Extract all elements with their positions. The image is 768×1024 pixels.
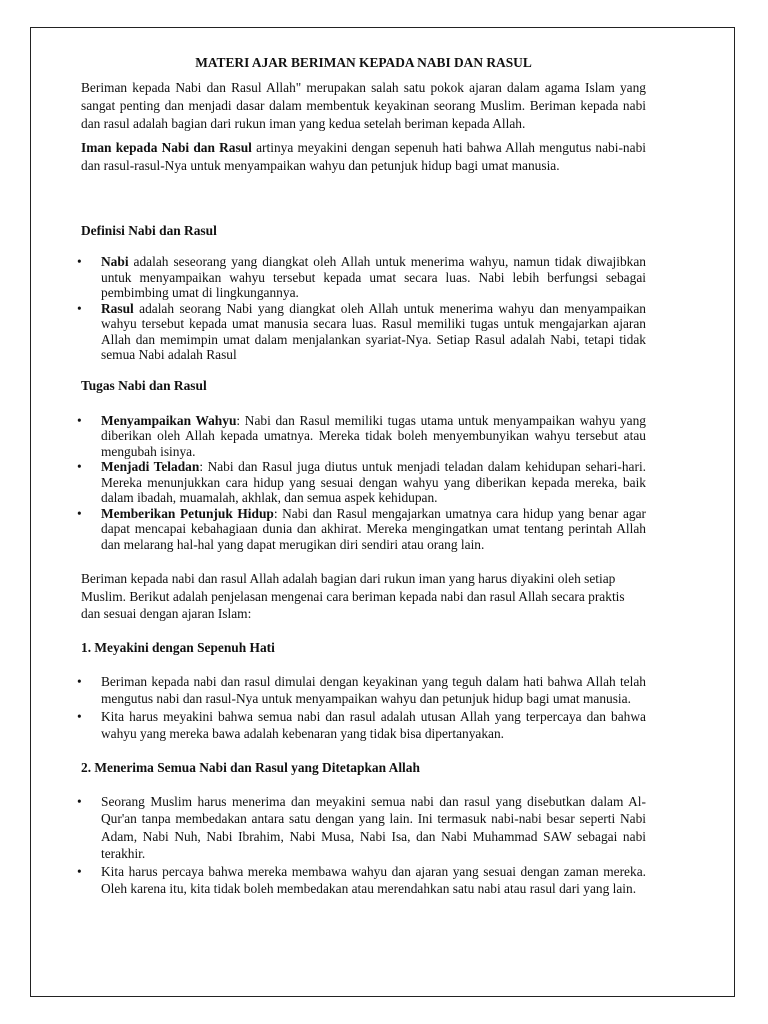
list-item-text: : Nabi dan Rasul juga diutus untuk menjadi teladan dalam kehidupan sehari-hari. Mereka menunjukkan cara hidup yang sesuai dengan wahyu yang diberikan kepada mereka, baik dalam ibadah, muamalah, akhlak, dan semua aspek kehidupan. — [101, 459, 647, 505]
list-item: • Beriman kepada nabi dan rasul dimulai dengan keyakinan yang teguh dalam hati bahwa Allah telah mengutus nabi dan rasul-Nya untuk menyampaikan wahyu dan petunjuk hidup bagi umat manusia. — [81, 673, 646, 708]
section-heading-tugas: Tugas Nabi dan Rasul — [81, 377, 207, 393]
iman-definition-paragraph — [81, 139, 646, 175]
section-heading-meyakini: 1. Meyakini dengan Sepenuh Hati — [81, 639, 275, 655]
list-item — [81, 254, 646, 301]
list-item-text: adalah seseorang yang diangkat oleh Allah untuk menerima wahyu, namun tidak diwajibkan untuk menyampaikan wahyu tersebut kepada umat secara luas. Nabi lebih berfungsi sebagai pembimbing umat di lingkungannya. — [101, 254, 646, 300]
list-item: • Kita harus meyakini bahwa semua nabi dan rasul adalah utusan Allah yang terpercaya dan bahwa wahyu yang mereka bawa adalah kebenaran yang tidak bisa dipertanyakan. — [81, 708, 646, 743]
section-heading-definisi: Definisi Nabi dan Rasul — [81, 223, 217, 238]
list-item — [81, 413, 646, 460]
menerima-list — [81, 793, 646, 898]
document-body — [81, 54, 646, 898]
list-item-term: Menjadi Teladan — [101, 459, 200, 474]
list-item-term: Memberikan Petunjuk Hidup — [101, 505, 274, 521]
list-item-text: adalah seorang Nabi yang diangkat oleh Allah untuk menerima wahyu dan menyampaikan wahyu tersebut kepada umat manusia secara luas. Rasul memiliki tugas untuk mengajarkan ajaran Allah dan memimpin umat dalam menjalankan syariat-Nya. Setiap Rasul adalah Nabi, tetapi tidak semua Nabi adalah Rasul — [101, 300, 646, 362]
list-item-text: : Nabi dan Rasul memiliki tugas utama untuk menyampaikan wahyu yang diberikan oleh Allah kepada umatnya. Mereka tidak boleh menyembunyikan wahyu tersebut atau mengubah isinya. — [101, 412, 646, 459]
list-item — [81, 506, 646, 553]
list-item — [81, 459, 646, 506]
list-item: • Seorang Muslim harus menerima dan meyakini semua nabi dan rasul yang disebutkan dalam Al-Qur'an tanpa membedakan antara satu dengan yang lain. Ini termasuk nabi-nabi besar seperti Nabi Adam, Nabi Nuh, Nabi Ibrahim, Nabi Musa, Nabi Isa, dan Nabi Muhammad SAW sebagai nabi terakhir. — [81, 793, 646, 863]
intro-paragraph: Beriman kepada Nabi dan Rasul Allah" merupakan salah satu pokok ajaran dalam agama Islam yang sangat penting dan menjadi dasar dalam membentuk keyakinan seorang Muslim. Beriman kepada nabi dan rasul adalah bagian dari rukun iman yang kedua setelah beriman kepada Allah. — [81, 80, 646, 131]
document-title: MATERI AJAR BERIMAN KEPADA NABI DAN RASUL — [195, 55, 532, 70]
cara-beriman-paragraph: Beriman kepada nabi dan rasul Allah adalah bagian dari rukun iman yang harus diyakini oleh setiap Muslim. Berikut adalah penjelasan mengenai cara beriman kepada nabi dan rasul Allah secara praktis dan sesuai dengan ajaran Islam: — [81, 571, 625, 621]
list-item-term: Menyampaikan Wahyu — [101, 412, 237, 428]
list-item: • Kita harus percaya bahwa mereka membawa wahyu dan ajaran yang sesuai dengan zaman mereka. Oleh karena itu, kita tidak boleh membedakan atau merendahkan satu nabi atau rasul dari yang lain. — [81, 863, 646, 898]
list-item-term: Rasul — [101, 300, 134, 316]
meyakini-list — [81, 673, 646, 743]
iman-definition-text: artinya meyakini dengan sepenuh hati bahwa Allah mengutus nabi-nabi dan rasul-rasul-Nya untuk menyampaikan wahyu dan petunjuk hidup bagi umat manusia. — [81, 140, 646, 173]
tugas-list — [81, 413, 646, 553]
list-item-term: Nabi — [101, 254, 129, 269]
list-item-text: : Nabi dan Rasul mengajarkan umatnya cara hidup yang benar agar dapat mencapai kebahagiaan dunia dan akhirat. Mereka mengingatkan umat tentang perintah Allah dan melarang hal-hal yang dapat merugikan diri sendiri atau orang lain. — [101, 505, 647, 552]
definisi-list — [81, 254, 646, 363]
list-item — [81, 301, 646, 363]
iman-definition-term: Iman kepada Nabi dan Rasul — [81, 140, 252, 155]
section-heading-menerima: 2. Menerima Semua Nabi dan Rasul yang Ditetapkan Allah — [81, 759, 420, 775]
